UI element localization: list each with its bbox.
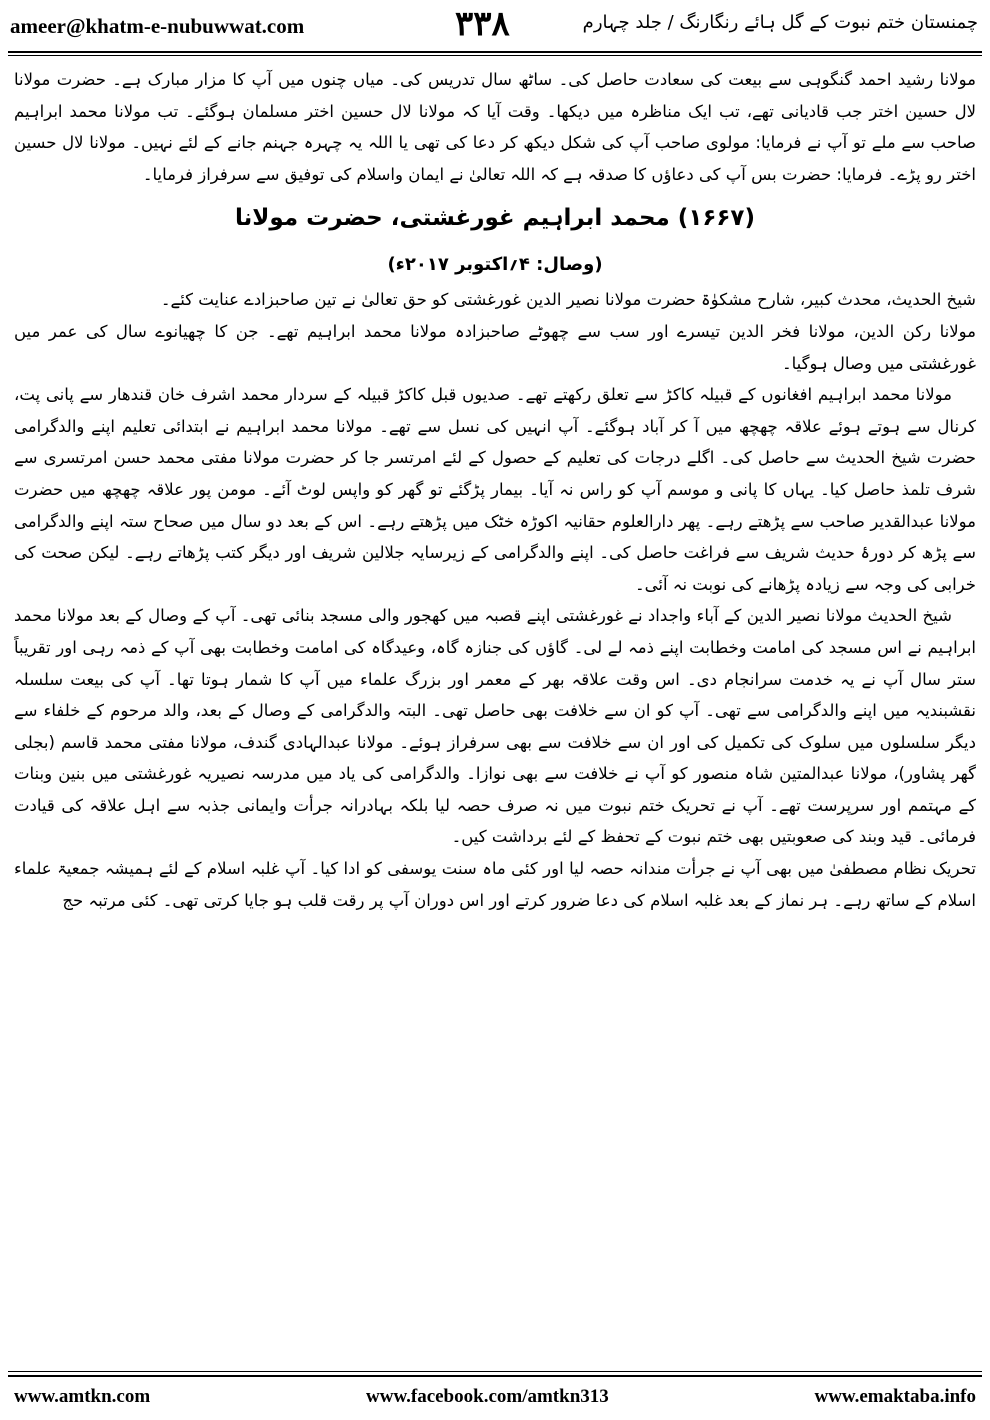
paragraph: مولانا رکن الدین، مولانا فخر الدین تیسرے اور سب سے چھوٹے صاحبزادہ مولانا محمد ابراہیم تھے۔ جن کا چھیانوے سال کی عمر میں غورغشتی میں وصال ہوگیا۔: [14, 321, 976, 373]
page-number: ۳۳۸: [455, 4, 510, 44]
paragraph: شیخ الحدیث مولانا نصیر الدین کے آباء واجداد نے غورغشتی اپنے قصبہ میں کھجور والی مسجد بنائی تھی۔ آپ کے وصال کے بعد مولانا محمد ابراہیم نے اس مسجد کی امامت وخطابت اپنے ذمہ لے لی۔ گاؤں کی جنازہ گاہ، وعیدگاہ کی امامت وخطابت بھی آپ کے ذمہ رہی اور تقریباً ستر سال آپ نے یہ خدمت سرانجام دی۔ اس وقت علاقہ بھر کے معمر اور بزرگ علماء میں آپ کا شمار ہوتا تھا۔ آپ کی بیعت سلسلہ نقشبندیہ میں اپنے والدگرامی سے تھی۔ آپ کو ان سے خلافت بھی حاصل تھی۔ البتہ والدگرامی کے وصال کے بعد، والد مرحوم کے خلفاء سے دیگر سلسلوں میں سلوک کی تکمیل کی اور ان سے خلافت سے بھی سرفراز ہوئے۔ مولانا عبدالہادی گندف، مولانا مفتی محمد قاسم (بجلی گھر پشاور)، مولانا عبدالمتین شاہ منصور کو آپ نے خلافت سے بھی نوازا۔ والدگرامی کی یاد میں مدرسہ نصیریہ غورغشتی میں بنین وبنات کے مہتمم اور سرپرست تھے۔ آپ نے تحریک ختم نبوت میں نہ صرف حصہ لیا بلکہ بہادرانہ جرأت وایمانی جذبہ سے اہل علاقہ کی قیادت فرمائی۔ قید وبند کی صعوبتیں بھی ختم نبوت کے تحفظ کے لئے برداشت کیں۔: [14, 606, 976, 847]
section-heading: (۱۶۶۷) محمد ابراہیم غورغشتی، حضرت مولانا: [235, 205, 755, 232]
header-rule-thin: [8, 55, 982, 56]
footer-link-amtkn[interactable]: www.amtkn.com: [14, 1386, 151, 1407]
footer-rule: [8, 1375, 982, 1377]
footer-rule-thin: [8, 1371, 982, 1372]
footer-link-facebook[interactable]: www.facebook.com/amtkn313: [366, 1386, 609, 1407]
page-body: [14, 64, 976, 1364]
section-subheading: (وصال: ۴؍اکتوبر ۲۰۱۷ء): [387, 254, 603, 276]
paragraph: شیخ الحدیث، محدث کبیر، شارح مشکوٰۃ حضرت مولانا نصیر الدین غورغشتی کو حق تعالیٰ نے تین صاحبزادے عنایت کئے۔: [160, 290, 976, 310]
paragraph: تحریک نظام مصطفیٰ میں بھی آپ نے جرأت مندانہ حصہ لیا اور کئی ماہ سنت یوسفی کو ادا کیا۔ آپ غلبہ اسلام کے لئے ہمیشہ جمعیۃ علماء اسلام کے ساتھ رہے۔ ہر نماز کے بعد غلبہ اسلام کی دعا ضرور کرتے اور اس دوران آپ پر رقت قلب ہو جایا کرتی تھی۔ کئی مرتبہ حج: [14, 859, 976, 910]
page-header: [0, 0, 990, 52]
footer-link-emaktaba[interactable]: www.emaktaba.info: [814, 1386, 976, 1407]
paragraph: مولانا محمد ابراہیم افغانوں کے قبیلہ کاکڑ سے تعلق رکھتے تھے۔ صدیوں قبل کاکڑ قبیلہ کے سردار محمد اشرف خان قندھار سے پانی پت، کرنال سے ہوتے ہوئے علاقہ چھچھ میں آ کر آباد ہوگئے۔ آپ انہیں کی نسل سے تھے۔ مولانا محمد ابراہیم نے ابتدائی تعلیم اپنے والدگرامی حضرت شیخ الحدیث سے حاصل کی۔ اگلے درجات کی تعلیم کے حصول کے لئے امرتسر جا کر حضرت مولانا مفتی محمد حسن امرتسری سے شرف تلمذ حاصل کیا۔ یہاں کا پانی و موسم آپ کو راس نہ آیا۔ بیمار پڑگئے تو گھر کو واپس لوٹ آئے۔ مومن پور علاقہ چھچھ میں حضرت مولانا عبدالقدیر صاحب سے پڑھتے رہے۔ پھر دارالعلوم حقانیہ اکوڑہ خٹک میں پڑھتے رہے۔ اس کے بعد دو سال میں صحاح ستہ اپنے والدگرامی سے پڑھ کر دورۂ حدیث شریف سے فراغت حاصل کی۔ اپنے والدگرامی کے زیرسایہ جلالین شریف اور دیگر کتب پڑھاتے رہے۔ لیکن صحت کی خرابی کی وجہ سے زیادہ پڑھانے کی نوبت نہ آئی۔: [14, 385, 976, 594]
book-title: چمنستان ختم نبوت کے گل ہائے رنگارنگ / جلد چہارم: [582, 12, 978, 33]
header-rule: [8, 51, 982, 53]
intro-paragraph: مولانا رشید احمد گنگوہی سے بیعت کی سعادت حاصل کی۔ ساٹھ سال تدریس کی۔ میاں چنوں میں آپ کا مزار مبارک ہے۔ حضرت مولانا لال حسین اختر جب قادیانی تھے، تب ایک مناظرہ میں دیکھا۔ وقت آیا کہ مولانا لال حسین اختر مسلمان ہوگئے۔ تب مولانا محمد ابراہیم صاحب سے ملے تو آپ نے فرمایا: مولوی صاحب آپ کی شکل دیکھ کر دعا کی تھی یا اللہ یہ چہرہ جہنم جانے کے لئے نہیں۔ مولانا لال حسین اختر رو پڑے۔ فرمایا: حضرت بس آپ کی دعاؤں کا صدقہ ہے کہ اللہ تعالیٰ نے ایمان واسلام کی توفیق سے سرفراز فرمایا۔: [14, 70, 976, 184]
header-email: ameer@khatm-e-nubuwwat.com: [10, 14, 305, 38]
page-footer: [0, 1382, 990, 1418]
